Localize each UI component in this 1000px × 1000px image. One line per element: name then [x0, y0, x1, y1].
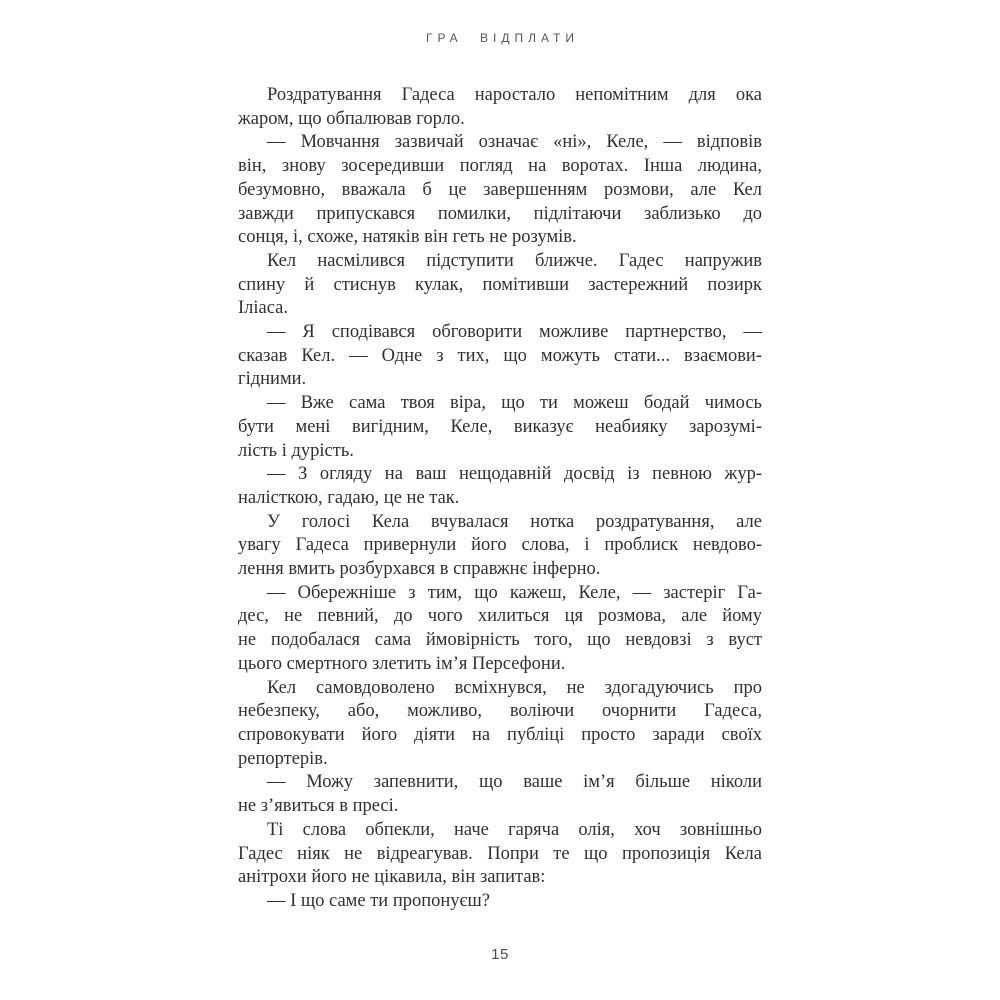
text-line: — І що саме ти пропонуєш? — [267, 890, 490, 911]
text-line: лення вмить розбурхався в справжнє інферно. — [238, 559, 601, 580]
text-line: — З огляду на ваш нещодавній досвід із певною жур- — [267, 464, 762, 485]
paragraph — [238, 819, 762, 890]
text-line: — Обережніше з тим, що кажеш, Келе, — застеріг Га- — [267, 582, 762, 603]
text-line: він, знову зосередивши погляд на воротах. Інша людина, — [238, 156, 762, 177]
text-line: налісткою, гадаю, це не так. — [238, 487, 460, 508]
text-body — [238, 84, 762, 914]
text-line: дес, не певний, до чого хилиться ця розмова, але йому — [238, 606, 762, 627]
text-line: репортерів. — [238, 748, 328, 769]
paragraph — [238, 392, 762, 463]
paragraph — [238, 890, 762, 914]
text-line: сонця, і, схоже, натяків він геть не розумів. — [238, 227, 577, 248]
text-line: жаром, що обпалював горло. — [238, 108, 465, 129]
paragraph — [238, 677, 762, 772]
text-line: спровокувати його діяти на публіці просто заради своїх — [238, 724, 762, 745]
text-line: Іліаса. — [238, 298, 289, 319]
paragraph — [238, 771, 762, 818]
paragraph — [238, 321, 762, 392]
page-number: 15 — [491, 946, 509, 963]
text-line: Кел самовдоволено всміхнувся, не здогадуючись про — [267, 677, 762, 698]
text-line: не подобалася сама ймовірність того, що невдовзі з вуст — [238, 630, 762, 651]
paragraph — [238, 463, 762, 510]
text-line: гідними. — [238, 369, 307, 390]
text-line: бути мені вигідним, Келе, виказує неабияку зарозумі- — [238, 416, 762, 437]
text-line: анітрохи його не цікавила, він запитав: — [238, 867, 546, 888]
text-line: — Мовчання зазвичай означає «ні», Келе, — відповів — [267, 132, 762, 153]
text-line: Гадес ніяк не відреагував. Попри те що пропозиція Кела — [238, 843, 762, 864]
text-line: цього смертного злетить ім’я Персефони. — [238, 653, 566, 674]
text-line: небезпеку, або, можливо, воліючи очорнити Гадеса, — [238, 701, 762, 722]
text-line: сказав Кел. — Одне з тих, що можуть стати... взаємови- — [238, 345, 762, 366]
text-line: У голосі Кела вчувалася нотка роздратування, але — [267, 511, 762, 532]
text-line: завжди припускався помилки, підлітаючи заблизько до — [238, 203, 762, 224]
text-line: — Можу запевнити, що ваше ім’я більше ніколи — [267, 772, 762, 793]
paragraph — [238, 582, 762, 677]
text-line: спину й стиснув кулак, помітивши застережний позирк — [238, 274, 762, 295]
text-line: Ті слова обпекли, наче гаряча олія, хоч зовнішньо — [267, 819, 762, 840]
paragraph — [238, 250, 762, 321]
paragraph — [238, 511, 762, 582]
text-line: — Вже сама твоя віра, що ти можеш бодай чимось — [267, 393, 762, 414]
text-line: — Я сподівався обговорити можливе партнерство, — — [267, 322, 762, 343]
paragraph — [238, 131, 762, 250]
text-line: лість і дурість. — [238, 440, 354, 461]
text-line: не з’явиться в пресі. — [238, 796, 399, 817]
paragraph — [238, 84, 762, 131]
text-line: Роздратування Гадеса наростало непомітним для ока — [267, 85, 762, 105]
text-line: Кел насмілився підступити ближче. Гадес напружив — [267, 250, 762, 271]
text-line: увагу Гадеса привернули його слова, і проблиск невдово- — [238, 535, 762, 556]
text-line: безумовно, вважала б це завершенням розмови, але Кел — [238, 179, 762, 200]
running-head: ГРА ВІДПЛАТИ — [425, 31, 580, 45]
